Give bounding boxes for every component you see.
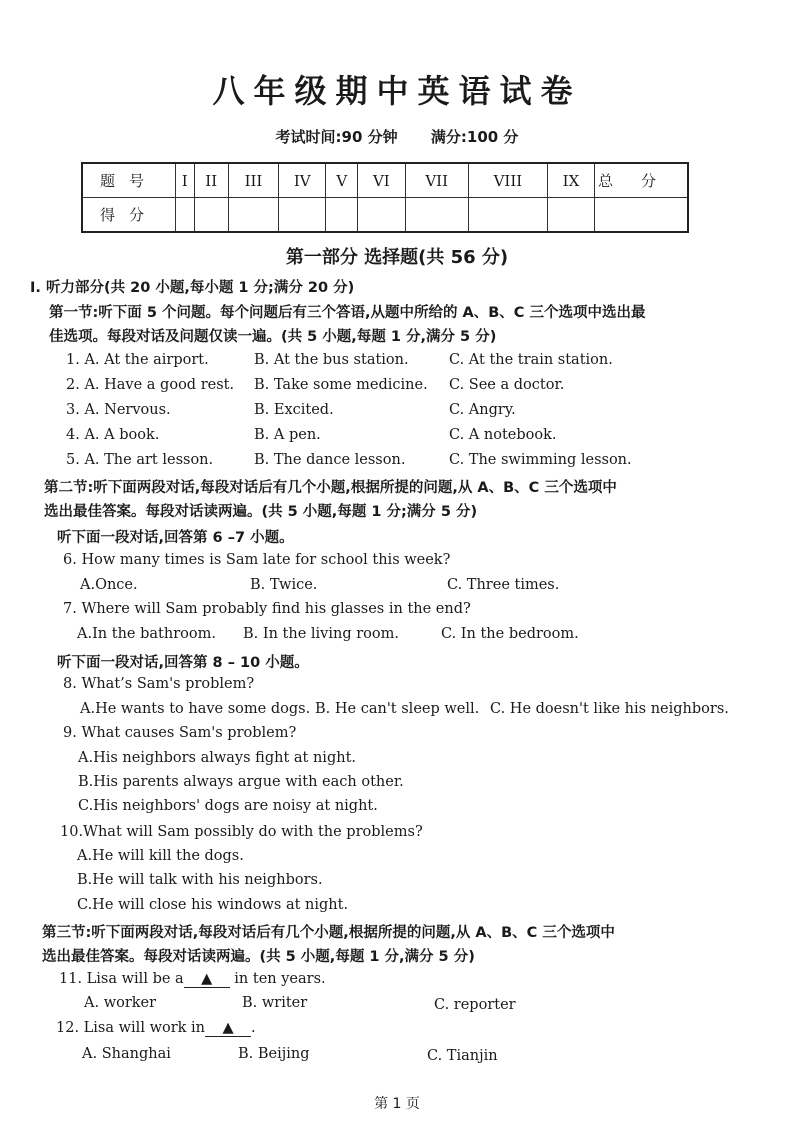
page-number: 第 1 页	[374, 1096, 420, 1112]
q3-option-c: C. Angry.	[449, 402, 516, 418]
q7-option-b: B. In the living room.	[243, 626, 399, 642]
q2-option-a: 2. A. Have a good rest.	[66, 377, 235, 393]
q5-option-c: C. The swimming lesson.	[449, 452, 632, 468]
score-cell	[326, 198, 358, 233]
q5-option-a: 5. A. The art lesson.	[66, 452, 214, 468]
q10-option-a: A.He will kill the dogs.	[77, 848, 244, 864]
section-heading: I. 听力部分(共 20 小题,每小题 1 分;满分 20 分)	[30, 280, 355, 296]
q5-option-b: B. The dance lesson.	[254, 452, 406, 468]
exam-subtitle	[0, 126, 794, 147]
q12-blank: ▲	[205, 1020, 251, 1037]
q10-option-c: C.He will close his windows at night.	[77, 897, 349, 913]
score-table-header-row	[82, 163, 688, 198]
score-table-col: IX	[547, 163, 594, 198]
part2-instruction-line2: 选出最佳答案。每段对话读两遍。(共 5 小题,每题 1 分;满分 5 分)	[44, 504, 478, 520]
q11-stem	[59, 971, 326, 988]
score-cell	[405, 198, 468, 233]
dialog1-intro: 听下面一段对话,回答第 6 –7 小题。	[57, 530, 294, 546]
q6-option-c: C. Three times.	[447, 577, 560, 593]
score-cell	[547, 198, 594, 233]
part2-instruction-line1: 第二节:听下面两段对话,每段对话后有几个小题,根据所提的问题,从 A、B、C 三个选项中	[44, 480, 617, 496]
score-table	[81, 162, 689, 233]
score-table-col: II	[194, 163, 228, 198]
q9-stem: 9. What causes Sam's problem?	[63, 725, 297, 741]
score-cell-total	[595, 198, 689, 233]
score-table-row-label: 得分	[82, 198, 176, 233]
exam-title: 八年级期中英语试卷	[212, 72, 582, 110]
score-table-col: I	[176, 163, 195, 198]
q11-option-c: C. reporter	[434, 997, 516, 1013]
part3-instruction-line2: 选出最佳答案。每段对话读两遍。(共 5 小题,每题 1 分,满分 5 分)	[42, 949, 475, 965]
q7-option-a: A.In the bathroom.	[77, 626, 216, 642]
q1-option-a: 1. A. At the airport.	[66, 352, 209, 368]
q12-stem-end: .	[251, 1020, 256, 1036]
q9-option-b: B.His parents always argue with each other.	[78, 774, 404, 790]
score-cell	[176, 198, 195, 233]
full-score: 满分:100 分	[430, 128, 519, 146]
score-table-col: III	[228, 163, 278, 198]
q2-option-b: B. Take some medicine.	[254, 377, 428, 393]
q4-option-b: B. A pen.	[254, 427, 321, 443]
score-table-col: IV	[279, 163, 326, 198]
q12-stem-start: 12. Lisa will work in	[56, 1020, 206, 1036]
q11-stem-start: 11. Lisa will be a	[59, 971, 184, 987]
q9-option-c: C.His neighbors' dogs are noisy at night.	[78, 798, 378, 814]
q8-option-b: B. He can't sleep well.	[315, 701, 480, 717]
dialog2-intro: 听下面一段对话,回答第 8 – 10 小题。	[57, 655, 309, 671]
q9-option-a: A.His neighbors always fight at night.	[78, 750, 357, 766]
q2-option-c: C. See a doctor.	[449, 377, 565, 393]
score-cell	[358, 198, 405, 233]
part1-instruction-line2: 佳选项。每段对话及问题仅读一遍。(共 5 小题,每题 1 分,满分 5 分)	[49, 329, 497, 345]
q11-blank: ▲	[184, 971, 230, 988]
q6-option-a: A.Once.	[80, 577, 138, 593]
q6-option-b: B. Twice.	[250, 577, 318, 593]
q12-option-b: B. Beijing	[238, 1046, 310, 1062]
q10-stem: 10.What will Sam possibly do with the problems?	[60, 824, 423, 840]
q3-option-a: 3. A. Nervous.	[66, 402, 171, 418]
q10-option-b: B.He will talk with his neighbors.	[77, 872, 323, 888]
score-table-col: VI	[358, 163, 405, 198]
q7-stem: 7. Where will Sam probably find his glasses in the end?	[63, 601, 471, 617]
q8-stem: 8. What’s Sam's problem?	[63, 676, 255, 692]
part3-instruction-line1: 第三节:听下面两段对话,每段对话后有几个小题,根据所提的问题,从 A、B、C 三个选项中	[42, 925, 615, 941]
q7-option-c: C. In the bedroom.	[441, 626, 579, 642]
score-cell	[279, 198, 326, 233]
part1-instruction-line1: 第一节:听下面 5 个问题。每个问题后有三个答语,从题中所给的 A、B、C 三个选项中选出最	[49, 305, 646, 321]
score-table-col: V	[326, 163, 358, 198]
score-table-score-row	[82, 198, 688, 233]
score-cell	[228, 198, 278, 233]
q12-stem	[56, 1020, 256, 1037]
score-table-row-label: 题号	[82, 163, 176, 198]
q3-option-b: B. Excited.	[254, 402, 334, 418]
q11-stem-end: in ten years.	[234, 971, 326, 987]
score-table-total-label: 总分	[595, 163, 689, 198]
q11-option-b: B. writer	[242, 995, 308, 1011]
q1-option-b: B. At the bus station.	[254, 352, 409, 368]
q11-option-a: A. worker	[84, 995, 157, 1011]
q8-option-c: C. He doesn't like his neighbors.	[490, 701, 729, 717]
q8-option-a: A.He wants to have some dogs.	[80, 701, 311, 717]
q4-option-c: C. A notebook.	[449, 427, 557, 443]
score-table-col: VII	[405, 163, 468, 198]
score-table-col: VIII	[468, 163, 547, 198]
part-title: 第一部分 选择题(共 56 分)	[285, 247, 509, 268]
q12-option-a: A. Shanghai	[82, 1046, 171, 1062]
q1-option-c: C. At the train station.	[449, 352, 613, 368]
score-cell	[468, 198, 547, 233]
q6-stem: 6. How many times is Sam late for school this week?	[63, 552, 451, 568]
q12-option-c: C. Tianjin	[427, 1048, 498, 1064]
q4-option-a: 4. A. A book.	[66, 427, 160, 443]
score-cell	[194, 198, 228, 233]
exam-time: 考试时间:90 分钟	[275, 128, 398, 146]
